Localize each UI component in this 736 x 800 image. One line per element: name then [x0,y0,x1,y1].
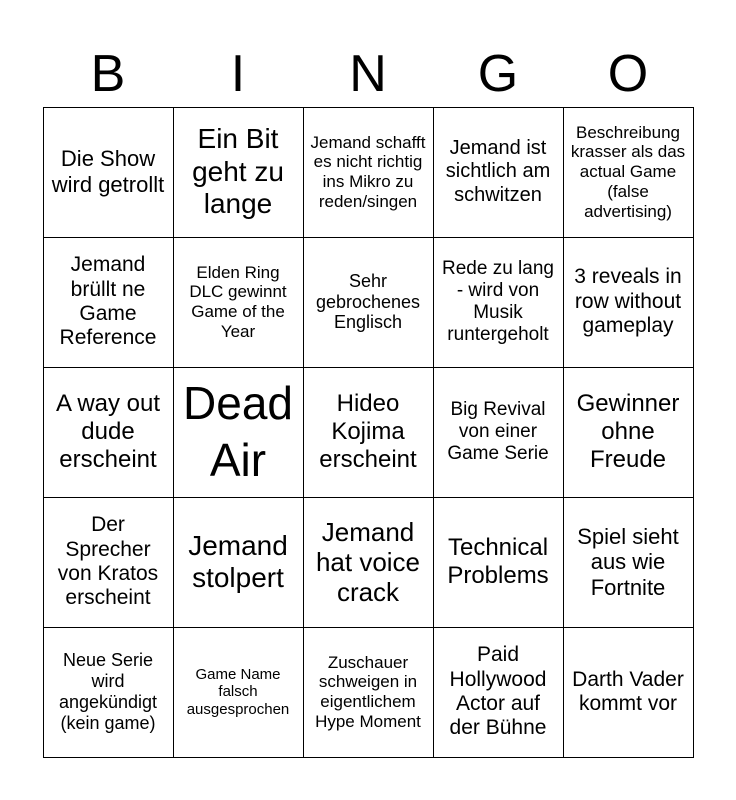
bingo-cell-r5-c5[interactable] [563,627,694,758]
bingo-cell-r3-c3[interactable] [303,367,434,498]
bingo-cell-r2-c3[interactable] [303,237,434,368]
bingo-cell-r1-c3[interactable] [303,107,434,238]
header-letter-o: O [607,45,649,103]
bingo-cell-r1-c5[interactable] [563,107,694,238]
bingo-cell-r2-c2[interactable] [173,237,304,368]
bingo-cell-r4-c1[interactable] [43,497,174,628]
header-letter-i: I [230,45,246,103]
bingo-cell-text: Der Sprecher von Kratos erscheint [57,513,159,610]
bingo-cell-text: Beschreibung krasser als das actual Game (false advertising) [570,122,686,221]
bingo-cell-text: Gewinner ohne Freude [576,390,680,473]
bingo-cell-r2-c4[interactable] [433,237,564,368]
bingo-cell-text: Paid Hollywood Actor auf der Bühne [449,643,547,740]
bingo-cell-r5-c3[interactable] [303,627,434,758]
bingo-cell-r4-c2[interactable] [173,497,304,628]
bingo-cell-text: Game Name falsch ausgesprochen [186,665,290,718]
bingo-cell-text: Sehr gebrochenes Englisch [315,270,421,333]
bingo-cell-text: Zuschauer schweigen in eigentlichem Hype Moment [315,652,421,731]
header-letter-g: G [477,45,519,103]
bingo-cell-r5-c1[interactable] [43,627,174,758]
bingo-header [43,40,693,108]
bingo-cell-text: Jemand schafft es nicht richtig ins Mikro zu reden/singen [310,132,426,211]
bingo-cell-text: Darth Vader kommt vor [572,667,684,715]
bingo-cell-r4-c4[interactable] [433,497,564,628]
bingo-cell-text: Big Revival von einer Game Serie [447,398,549,465]
bingo-cell-r5-c2[interactable] [173,627,304,758]
bingo-cell-text: Neue Serie wird angekündigt (kein game) [58,650,158,733]
bingo-cell-text: 3 reveals in row without gameplay [574,265,682,338]
bingo-cell-r3-c4[interactable] [433,367,564,498]
bingo-cell-r1-c4[interactable] [433,107,564,238]
bingo-cell-text: Technical Problems [447,534,549,589]
bingo-cell-r3-c2[interactable] [173,367,304,498]
bingo-cell-text: A way out dude erscheint [55,390,161,473]
bingo-cell-r1-c2[interactable] [173,107,304,238]
bingo-cell-text: Jemand stolpert [188,529,288,593]
bingo-cell-r1-c1[interactable] [43,107,174,238]
bingo-cell-r2-c1[interactable] [43,237,174,368]
bingo-cell-text: Ein Bit geht zu lange [192,123,284,220]
bingo-cell-r3-c5[interactable] [563,367,694,498]
bingo-cell-text: Die Show wird getrollt [51,146,165,197]
bingo-cell-r3-c1[interactable] [43,367,174,498]
bingo-cell-text: Jemand hat voice crack [315,516,421,608]
bingo-cell-r2-c5[interactable] [563,237,694,368]
header-letter-b: B [90,45,126,103]
bingo-cell-r4-c3[interactable] [303,497,434,628]
bingo-cell-text: Jemand brüllt ne Game Reference [59,253,157,350]
bingo-board [43,107,693,757]
bingo-cell-r5-c4[interactable] [433,627,564,758]
bingo-cell-r4-c5[interactable] [563,497,694,628]
bingo-cell-text: Dead Air [183,376,293,486]
bingo-cell-text: Jemand ist sichtlich am schwitzen [445,137,551,206]
bingo-cell-text: Spiel sieht aus wie Fortnite [577,523,679,600]
header-letter-n: N [349,45,387,103]
bingo-cell-text: Elden Ring DLC gewinnt Game of the Year [189,262,287,341]
bingo-cell-text: Rede zu lang - wird von Musik runtergeholt [442,257,554,346]
bingo-cell-text: Hideo Kojima erscheint [319,390,417,473]
